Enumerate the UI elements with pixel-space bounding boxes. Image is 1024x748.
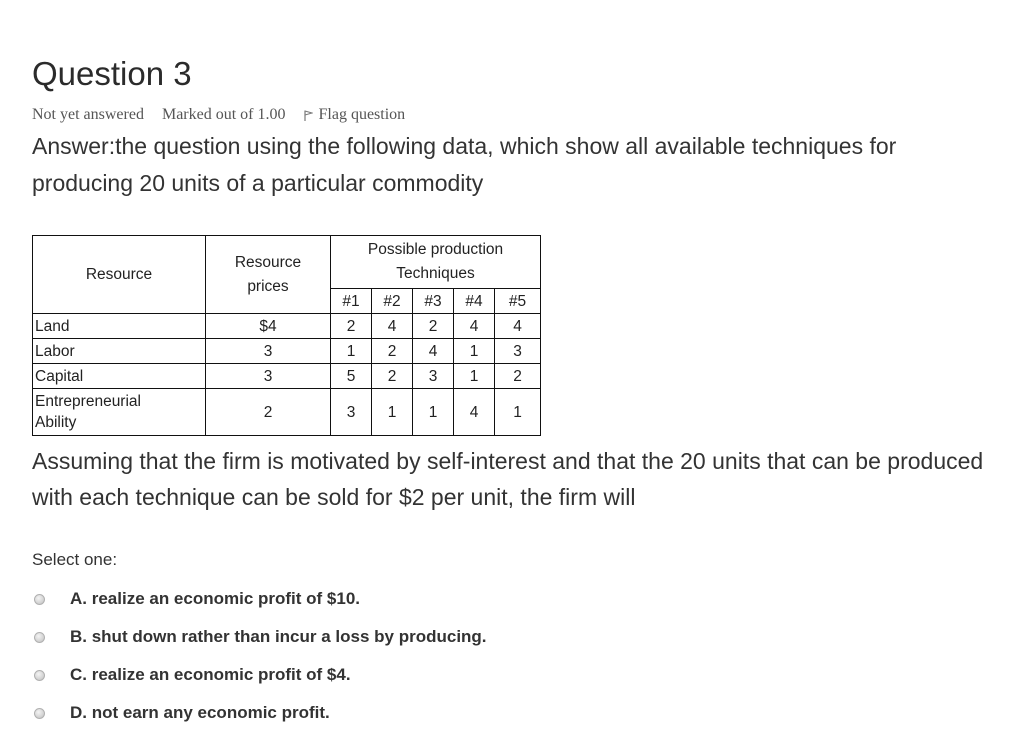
technique-value: 1 (331, 339, 372, 364)
question-state: Not yet answered (32, 106, 144, 123)
select-one-prompt: Select one: (32, 550, 118, 569)
resource-price: 3 (206, 364, 331, 389)
technique-value: 2 (372, 364, 413, 389)
technique-value: 2 (495, 364, 541, 389)
technique-value: 3 (331, 389, 372, 436)
header-techniques (331, 236, 541, 289)
technique-value: 1 (413, 389, 454, 436)
answer-option-c[interactable] (34, 656, 487, 694)
technique-value: 4 (454, 389, 495, 436)
flag-icon (304, 109, 313, 121)
answer-option-b[interactable] (34, 618, 487, 656)
answer-label[interactable]: C. realize an economic profit of $4. (70, 665, 351, 684)
table-row (33, 389, 541, 436)
flag-question-label: Flag question (318, 106, 406, 123)
technique-label: #4 (454, 289, 495, 314)
resource-price: 3 (206, 339, 331, 364)
technique-value: 3 (413, 364, 454, 389)
answer-label[interactable]: A. realize an economic profit of $10. (70, 589, 361, 608)
answer-label[interactable]: D. not earn any economic profit. (70, 703, 330, 722)
answer-options (34, 580, 487, 732)
table-row (33, 364, 541, 389)
technique-value: 4 (413, 339, 454, 364)
resource-price: 2 (206, 389, 331, 436)
technique-label: #1 (331, 289, 372, 314)
technique-label: #3 (413, 289, 454, 314)
technique-label: #5 (495, 289, 541, 314)
resource-price: $4 (206, 314, 331, 339)
resource-table (32, 235, 541, 436)
answer-option-d[interactable] (34, 694, 487, 732)
technique-value: 2 (331, 314, 372, 339)
technique-value: 4 (495, 314, 541, 339)
radio-button[interactable] (34, 708, 45, 719)
question-grade: Marked out of 1.00 (161, 106, 286, 123)
question-intro: Answer:the question using the following data, which show all available techniques for producing 20 units of a particular commodity (32, 133, 897, 196)
question-info (32, 103, 405, 127)
technique-value: 5 (331, 364, 372, 389)
technique-value: 3 (495, 339, 541, 364)
technique-value: 2 (372, 339, 413, 364)
answer-label[interactable]: B. shut down rather than incur a loss by producing. (70, 627, 487, 646)
flag-question-link[interactable] (304, 106, 406, 124)
technique-value: 4 (372, 314, 413, 339)
table-header-row (33, 236, 541, 289)
question-text: Assuming that the firm is motivated by self-interest and that the 20 units that can be produced with each technique can be sold for $2 per unit, the firm will (32, 448, 984, 510)
resource-name-text: Entrepreneurial Ability (35, 393, 141, 431)
table-row (33, 339, 541, 364)
resource-name (33, 389, 206, 436)
resource-name: Land (33, 314, 206, 339)
table-row (33, 314, 541, 339)
header-prices (206, 236, 331, 314)
technique-value: 1 (454, 364, 495, 389)
technique-label: #2 (372, 289, 413, 314)
technique-value: 1 (454, 339, 495, 364)
radio-button[interactable] (34, 670, 45, 681)
answer-option-a[interactable] (34, 580, 487, 618)
header-prices-text: Resource prices (234, 253, 302, 295)
radio-button[interactable] (34, 594, 45, 605)
question-title: Question 3 (32, 55, 192, 92)
resource-name: Labor (33, 339, 206, 364)
radio-button[interactable] (34, 632, 45, 643)
technique-value: 2 (413, 314, 454, 339)
technique-value: 1 (495, 389, 541, 436)
resource-name: Capital (33, 364, 206, 389)
header-techniques-text: Possible production Techniques (367, 241, 504, 282)
technique-value: 1 (372, 389, 413, 436)
technique-value: 4 (454, 314, 495, 339)
header-resource: Resource (33, 236, 206, 314)
